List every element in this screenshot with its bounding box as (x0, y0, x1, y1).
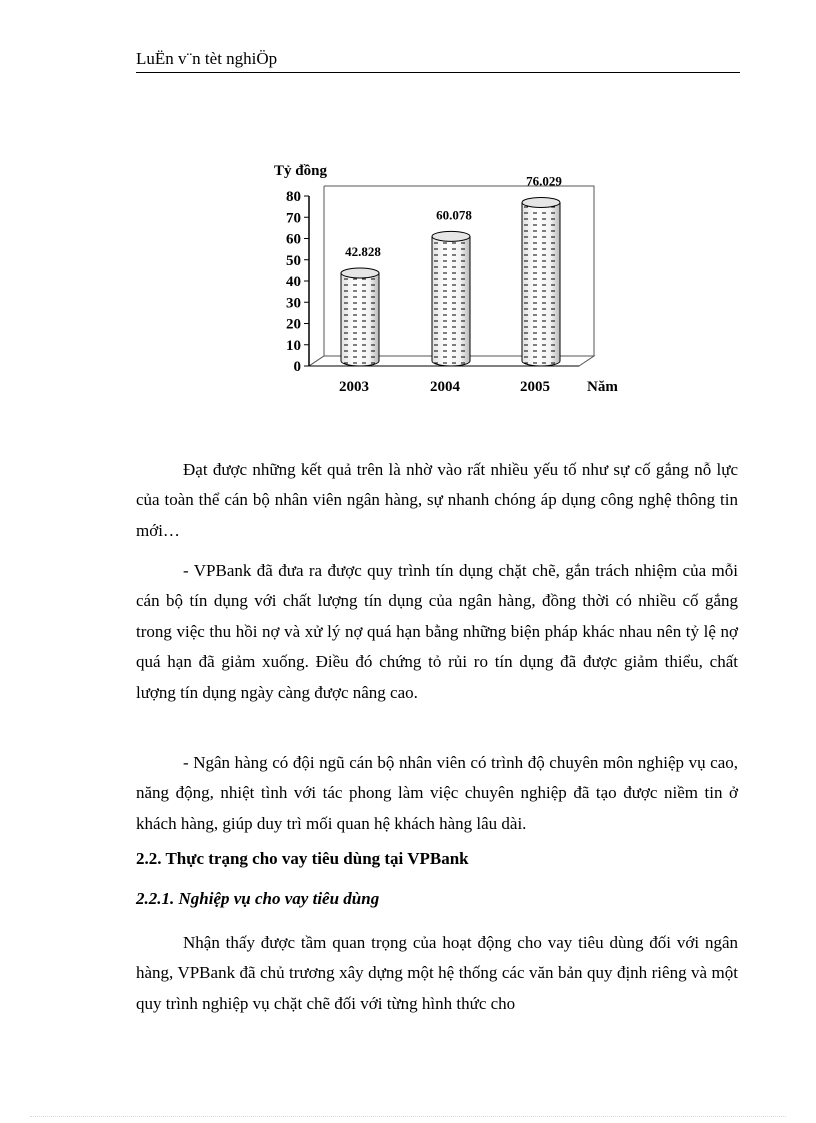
y-tick-label: 30 (286, 295, 301, 312)
y-tick-label: 70 (286, 210, 301, 227)
bar-top (432, 231, 470, 241)
chart-back-wall-left (309, 186, 324, 366)
y-axis-title: Tỷ đồng (274, 163, 327, 179)
bar-data-label: 42.828 (345, 243, 381, 259)
y-tick-label: 80 (286, 189, 301, 205)
subsection-heading: 2.2.1. Nghiệp vụ cho vay tiêu dùng (136, 889, 380, 908)
page-header-title: LuËn v¨n tèt nghiÖp (136, 49, 278, 68)
paragraph-credit-process: - VPBank đã đưa ra được quy trình tín dụng chặt chẽ, gắn trách nhiệm của mỗi cán bộ tín dụng với chất lượng tín dụng của ngân hàng, đồng thời có nhiều cố gắng trong việc thu hồi nợ và xử lý nợ quá hạn bằng những biện pháp khác nhau nên tỷ lệ nợ quá hạn đã giảm xuống. Điều đó chứng tỏ rủi ro tín dụng đã được giảm thiểu, chất lượng tín dụng ngày càng được nâng cao. (136, 561, 738, 702)
y-tick-label: 20 (286, 316, 301, 333)
x-tick-label: 2004 (430, 379, 460, 395)
bar-2005 (522, 197, 560, 366)
bar-2004 (432, 231, 470, 366)
y-tick-label: 40 (286, 274, 301, 290)
page-bottom-border (30, 1116, 786, 1117)
bar-shading (522, 202, 560, 366)
y-tick-label: 10 (286, 337, 301, 354)
paragraph-staff: - Ngân hàng có đội ngũ cán bộ nhân viên có trình độ chuyên môn nghiệp vụ cao, năng động, nhiệt tình với tác phong làm việc chuyên nghiệp đã tạo được niềm tin ở khách hàng, giúp duy trì mối quan hệ khách hàng lâu dài. (136, 753, 738, 833)
section-heading: 2.2. Thực trạng cho vay tiêu dùng tại VPBank (136, 849, 469, 868)
bar-shading (432, 236, 470, 366)
paragraph-consumer-lending: Nhận thấy được tầm quan trọng của hoạt động cho vay tiêu dùng đối với ngân hàng, VPBank đã chủ trương xây dựng một hệ thống các văn bản quy định riêng và một quy trình nghiệp vụ chặt chẽ đối với từng hình thức cho (136, 933, 738, 1013)
bar-shading (341, 273, 379, 366)
x-tick-label: 2003 (339, 379, 369, 395)
x-tick-label: 2005 (520, 379, 550, 395)
bar-data-label: 76.029 (526, 173, 562, 189)
y-tick-label: 60 (286, 231, 301, 248)
paragraph-achievements: Đạt được những kết quả trên là nhờ vào rất nhiều yếu tố như sự cố gắng nỗ lực của toàn thể cán bộ nhân viên ngân hàng, sự nhanh chóng áp dụng công nghệ thông tin mới… (136, 460, 738, 540)
bar-2003 (341, 268, 379, 366)
y-tick-label: 0 (293, 359, 301, 375)
bar-top (341, 268, 379, 278)
bar-data-label: 60.078 (436, 207, 472, 223)
page-header (136, 48, 740, 73)
bar-top (522, 197, 560, 207)
x-axis-title: Năm (587, 379, 618, 395)
y-tick-label: 50 (286, 252, 301, 269)
bar-chart (262, 150, 642, 400)
